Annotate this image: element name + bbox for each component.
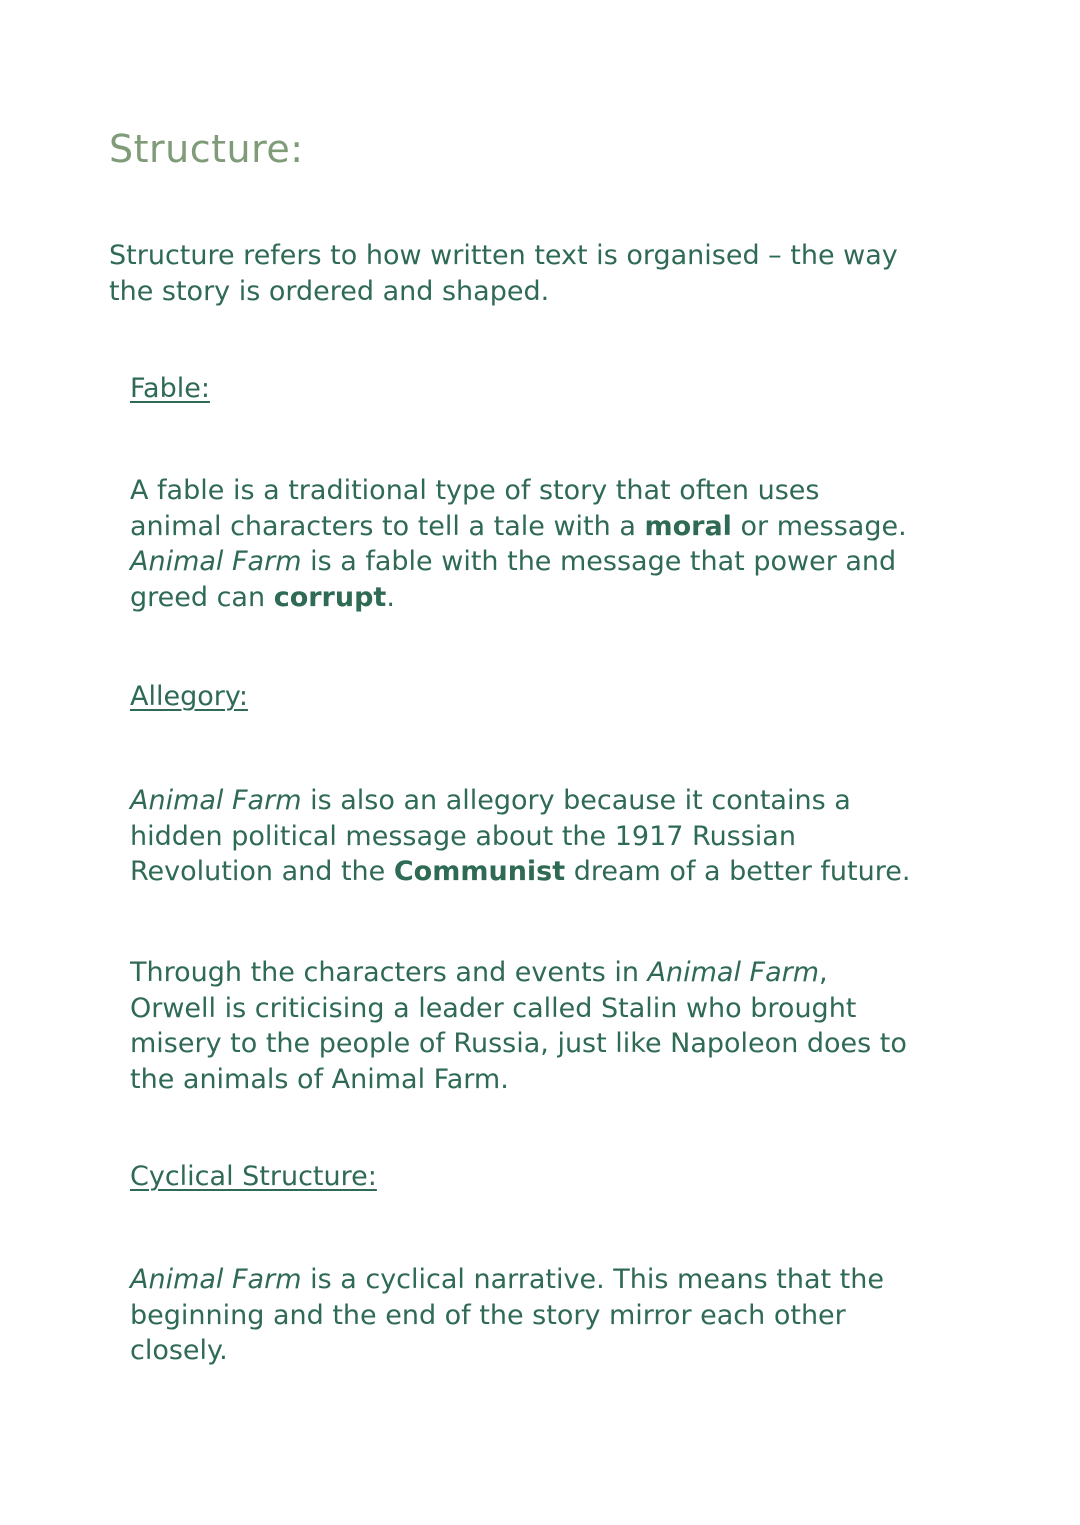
allegory-line: Through the characters and events in Animal Farm, [130,957,828,988]
cyclical-paragraph [130,1262,1010,1369]
allegory-paragraph-2 [130,955,1030,1097]
allegory-line: Revolution and the Communist dream of a better future. [130,856,911,887]
intro-line: the story is ordered and shaped. [109,275,550,307]
allegory-line: hidden political message about the 1917 Russian [130,820,796,852]
fable-paragraph [130,473,1010,615]
allegory-paragraph-1 [130,783,1010,890]
allegory-line: Animal Farm is also an allegory because it contains a [130,785,851,816]
book-title: Animal Farm [130,785,302,816]
fable-line: greed can corrupt. [130,581,395,613]
cyclical-line: Animal Farm is a cyclical narrative. This means that the [130,1264,884,1295]
fable-line: A fable is a traditional type of story that often uses [130,475,820,506]
allegory-line: the animals of Animal Farm. [130,1063,509,1095]
page-title: Structure: [109,127,304,171]
book-title: Animal Farm [647,957,820,988]
cyclical-structure-heading: Cyclical Structure: [130,1161,377,1192]
intro-line: Structure refers to how written text is organised – the way [109,240,898,271]
fable-line: animal characters to tell a tale with a moral or message. [130,510,907,542]
fable-heading: Fable: [130,373,210,404]
fable-line: Animal Farm is a fable with the message that power and [130,546,897,577]
keyword-communist: Communist [393,856,566,887]
book-title: Animal Farm [130,546,302,577]
allegory-heading: Allegory: [130,681,248,712]
keyword-corrupt: corrupt [273,581,387,613]
allegory-line: Orwell is criticising a leader called Stalin who brought [130,992,857,1024]
allegory-line: misery to the people of Russia, just like Napoleon does to [130,1028,907,1059]
cyclical-line: closely. [130,1335,228,1366]
intro-paragraph [109,238,989,309]
cyclical-line: beginning and the end of the story mirror each other [130,1299,846,1331]
keyword-moral: moral [644,510,732,542]
book-title: Animal Farm [130,1264,302,1295]
